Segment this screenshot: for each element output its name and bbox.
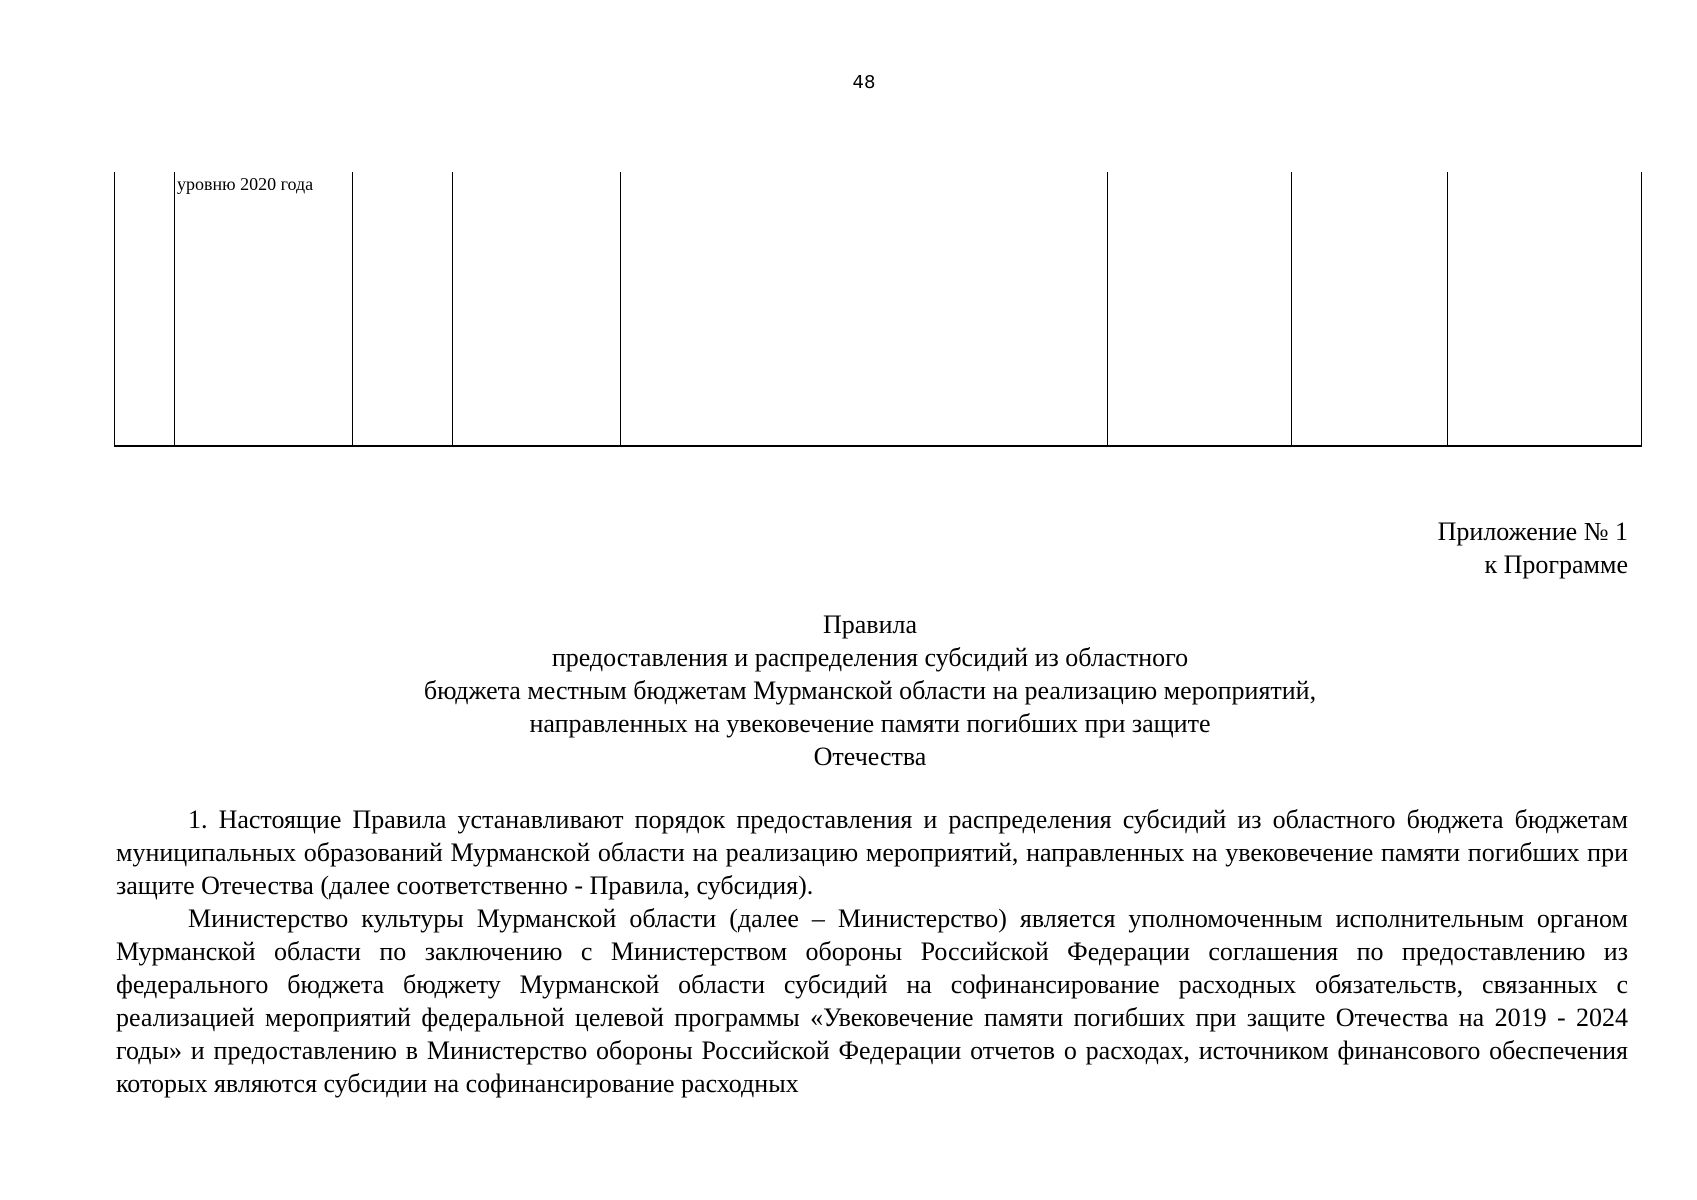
table-cell [353, 172, 453, 446]
table-cell: уровню 2020 года [175, 172, 353, 446]
table-cell [621, 172, 1108, 446]
table-cell [1292, 172, 1448, 446]
page-number: 48 [852, 72, 876, 93]
table-cell [115, 172, 175, 446]
table-cell [1108, 172, 1292, 446]
table-row [115, 172, 1642, 446]
table-cell [453, 172, 621, 446]
rules-title [320, 608, 1420, 773]
title-line: направленных на увековечение памяти погибших при защите [529, 709, 1211, 738]
appendix-line: к Программе [1484, 550, 1628, 579]
title-line: бюджета местным бюджетам Мурманской области на реализацию мероприятий, [423, 676, 1317, 705]
paragraph: Министерство культуры Мурманской области (далее – Министерство) является уполномоченным исполнительным органом Мурманской области по заключению с Министерством обороны Российской Федерации соглашения по предоставлению из федерального бюджета бюджету Мурманской области субсидий на софинансирование расходных обязательств, связанных с реализацией мероприятий федеральной целевой программы «Увековечение памяти погибших при защите Отечества на 2019 - 2024 годы» и предоставлению в Министерство обороны Российской Федерации отчетов о расходах, источником финансового обеспечения которых являются субсидии на софинансирование расходных [116, 904, 1628, 1098]
continuation-table [114, 172, 1642, 447]
title-line: Правила [822, 610, 918, 639]
title-line: Отечества [813, 742, 927, 771]
table-cell [1448, 172, 1642, 446]
appendix-line: Приложение № 1 [1437, 517, 1628, 546]
title-line: предоставления и распределения субсидий из областного [551, 643, 1189, 672]
appendix-reference [1100, 515, 1628, 581]
body-text [116, 803, 1628, 1133]
paragraph: 1. Настоящие Правила устанавливают порядок предоставления и распределения субсидий из областного бюджета бюджетам муниципальных образований Мурманской области на реализацию мероприятий, направленных на увековечение памяти погибших при защите Отечества (далее соответственно - Правила, субсидия). [116, 805, 1628, 900]
